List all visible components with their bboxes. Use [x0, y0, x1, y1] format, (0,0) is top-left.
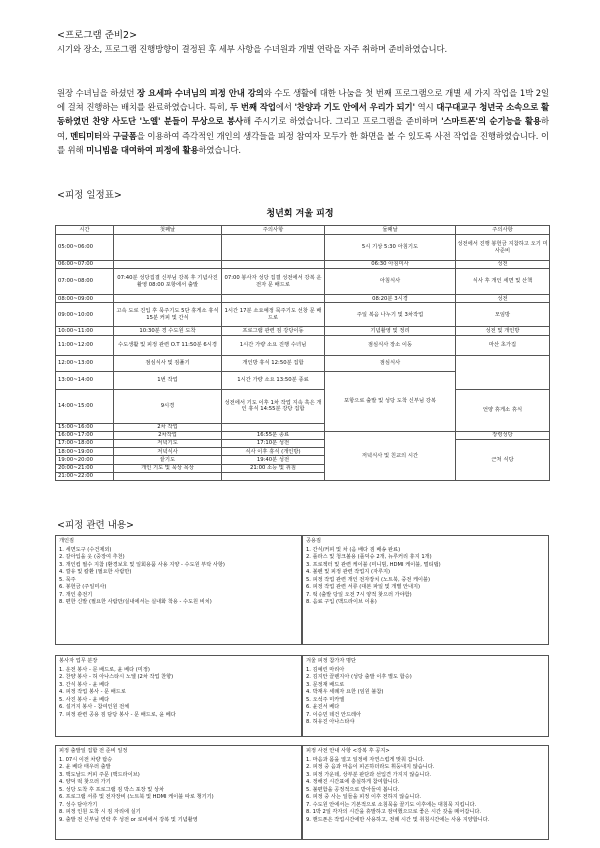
paragraph-text: 에서 [275, 102, 295, 113]
list-item: 8. 편한 신발 (필요한 사람만/실내에서는 실내화 착용 - 수도원 비치) [59, 599, 212, 605]
day1-cell: 저녁식사 [114, 448, 222, 456]
notes2-cell: 성전 [456, 295, 550, 303]
personal-items-box [55, 535, 302, 645]
day1-cell: 고속 도로 진입 후 묵주기도 5단 휴게소 휴식 15분 커피 및 간식 [114, 303, 222, 327]
list-item: 5. 오석주 미카엘 [306, 696, 345, 703]
list-item: 6. 피정 중 사는 일들을 피정 이후 전하지 않습니다. [306, 794, 422, 800]
prep-paragraph-2 [57, 86, 549, 157]
list-item: 5. 성당 도착 후 프로그램 짐 박스 포장 및 상차 [59, 786, 164, 793]
day1-cell: 수도생활 및 피정 관련 O.T 11:50분 6시경 [114, 335, 222, 355]
day1-cell [114, 235, 222, 261]
list-item: 3. 개인컵 필수 지참 (환경보호 및 일회용품 사용 지양 - 수도원 부탁 사항) [59, 561, 225, 568]
prep-paragraph-1: 시기와 장소, 프로그램 진행방향이 결정된 후 세부 사항을 수녀원과 개별 연락을 자주 취하며 준비하였습니다. [57, 44, 448, 54]
emphasis-text: 두 번째 작업 [230, 102, 276, 113]
prep-heading: <프로그램 준비2> [57, 30, 138, 41]
notes1-cell [222, 423, 325, 431]
schedule-title: 청년회 겨울 피정 [266, 209, 334, 219]
day1-cell: 개인 기도 및 묵상 목상 [114, 464, 222, 472]
list-item: 2. 김지안 끌렌지아 (성당 출발 이후 별도 합승) [306, 674, 412, 680]
time-cell: 06:00~07:00 [56, 261, 114, 269]
day1-cell [114, 472, 222, 480]
list-item: 6. 피정 작업 관련 서류 (대본 파일 및 개별 안내지) [306, 584, 421, 590]
departure-prep-box [55, 745, 302, 840]
related-heading: <피정 관련 내용> [57, 520, 135, 531]
day2-cell: 기념촬영 및 정리 [325, 327, 456, 335]
list-item: 4. 정해진 시간표에 충실하게 참여합니다. [306, 779, 400, 785]
paragraph-text: 와 [102, 130, 113, 141]
time-cell: 15:00~16:00 [56, 423, 114, 431]
emphasis-text: 구글폼 [112, 130, 137, 141]
shared-items-box [302, 535, 549, 645]
list-item: 3. 문정재 배드로 [306, 681, 345, 688]
notes1-cell: 19:40분 성전 [222, 456, 325, 464]
day1-cell: 점심식사 및 짐풀기 [114, 355, 222, 371]
time-cell: 09:00~10:00 [56, 303, 114, 327]
list-item: 8. 허유진 아나스타샤 [306, 719, 355, 725]
emphasis-text: 대구대교구 청년국 소속으로 활동하였던 찬양 사도단 '노엘' 분들이 무상으로 봉사 [57, 102, 549, 127]
time-cell: 20:00~21:00 [56, 464, 114, 472]
notes1-cell: 1시간 가량 소요 진행 수녀님 [222, 335, 325, 355]
list-item: 6. 프로그램 서류 및 전자장비 (노트북 및 HDMI 케이블 따로 챙기기) [59, 794, 214, 800]
list-item: 7. 피정 관련 공용 짐 담당 봉사 - 문 배드로, 윤 베다 [59, 711, 176, 718]
list-item: 6. 설거지 봉사 - 참여인원 전체 [59, 704, 130, 710]
notes1-cell: 1시간 가량 소요 13:50분 종료 [222, 371, 325, 389]
box-title: 봉사자 업무 분장 [59, 658, 98, 664]
day1-cell: 07:40분 성당집결 신부님 강복 후 기념사진 촬영 08:00 포항에서 출발 [114, 269, 222, 295]
schedule-heading: <피정 일정표> [57, 190, 122, 201]
notes2-cell: 모임방 [456, 303, 550, 327]
list-item: 6. 봉헌금 (주일미사) [59, 584, 107, 590]
participants-box [302, 655, 549, 737]
list-item: 4. 피정 작업 봉사 - 문 배드로 [59, 689, 126, 695]
emphasis-text: 멘티미터 [70, 130, 103, 141]
list-item: 5. 불편함을 공정적으로 받아들여 봅니다. [306, 786, 400, 793]
day1-cell [114, 261, 222, 269]
notes2-cell: 식사 후 개인 세면 및 산책 [456, 269, 550, 295]
notes2-cell: 성전 및 개인방 [456, 327, 550, 335]
day2-cell: 06:30 아침미사 [325, 261, 456, 269]
day1-cell: 2차 작업 [114, 423, 222, 431]
box-title: 겨울 피정 참가자 명단 [306, 658, 357, 664]
list-item: 7. 성수 담아가기 [59, 801, 98, 808]
day2-cell: 08:20분 3시경 [325, 295, 456, 303]
notes1-cell: 성전에서 기도 이후 1차 작업 지속 혹은 개인 휴식 14:55분 강당 집합 [222, 389, 325, 423]
notes2-cell: 성전 [456, 261, 550, 269]
paragraph-text: 하여, [57, 116, 549, 141]
notes1-cell [222, 261, 325, 269]
box-title: 피정 출발일 집합 전 준비 일정 [59, 748, 128, 754]
time-cell: 13:00~14:00 [56, 371, 114, 389]
time-cell: 17:00~18:00 [56, 439, 114, 447]
emphasis-text: '찬양과 기도 안에서 우리가 되기' [294, 102, 415, 113]
list-item: 3. 맥도날드 커피 주문 (맥드라이브) [59, 771, 140, 778]
list-item: 9. 핸드폰은 작업시간에만 사용하고, 전례 시간 및 취침시간에는 사용 지양합니다. [306, 816, 490, 823]
notes1-cell: 1시간 17분 소요예정 묵주기도 선창 문 배드로 [222, 303, 325, 327]
list-item: 7. 수도원 안에서는 기본적으로 소침묵을 꿀기도 이후에는 대침묵 지킵니다. [306, 801, 477, 808]
list-item: 1. 운전 봉사 - 문 배드로, 윤 베다 (미정) [59, 666, 150, 673]
list-item: 5. 사진 봉사 - 윤 베다 [59, 696, 110, 703]
paragraph-text: 원장 수녀님을 하셨던 [57, 88, 138, 98]
time-cell: 10:00~11:00 [56, 327, 114, 335]
list-item: 1. 김예린 마리아 [306, 666, 345, 673]
list-item: 8. 음료 구입 (맥드라이브 이용) [306, 599, 377, 605]
header-day1: 첫째날 [114, 226, 222, 235]
notes1-cell: 21:00 소등 및 취침 [222, 464, 325, 472]
day1-cell: 끝기도 [114, 456, 222, 464]
list-item: 2. 윤 베다 태우러 출발 [59, 764, 111, 770]
list-item: 3. 피정 가운데, 상부분 판단과 선입견 가지지 않습니다. [306, 771, 432, 778]
notes1-cell: 17:10분 성전 [222, 439, 325, 447]
list-item: 1. 세면도구 (수건제외) [59, 546, 112, 553]
list-item: 4. 박재우 세례자 요한 (임원 불참) [306, 689, 384, 695]
list-item: 7. 개인 충전기 [59, 591, 93, 598]
box-title: 피정 사전 안내 사항 <강복 후 공지> [306, 748, 390, 754]
notes1-cell: 개인방 휴식 12:50분 집합 [222, 355, 325, 371]
notes2-cell: 근처 식당 [456, 439, 550, 480]
box-title: 개인짐 [59, 538, 75, 544]
notes2-cell: 마산 초가집 [456, 335, 550, 355]
time-cell: 14:00~15:00 [56, 389, 114, 423]
notes1-cell: 프로그램 관련 짐 강당이동 [222, 327, 325, 335]
volunteer-roles-box [55, 655, 302, 737]
time-cell: 07:00~08:00 [56, 269, 114, 295]
day1-cell: 2차작업 [114, 431, 222, 439]
day1-cell: 1번 작업 [114, 371, 222, 389]
day1-cell: 10:30분 경 수도원 도착 [114, 327, 222, 335]
time-cell: 11:00~12:00 [56, 335, 114, 355]
list-item: 3. 프로젝터 및 관련 케이블 (미니빔, HDMI 케이블, 멀티탭) [306, 561, 441, 568]
list-item: 3. 간식 봉사 - 윤 베다 [59, 681, 110, 688]
list-item: 8. 1박 2일 각자의 시간을 휴발하고 잠여했으므로 좋은 시간 갖을 떼어갑니다. [306, 809, 482, 815]
day2-cell: 아침식사 [325, 269, 456, 295]
emphasis-text: '스마트폰'의 순기능을 활용 [441, 116, 541, 127]
list-item: 4. 볼펜 및 피정 관련 작업지 (자루지) [306, 569, 391, 575]
emphasis-text: 장 요세파 수녀님의 피정 안내 강의 [137, 88, 264, 98]
time-cell: 16:00~17:00 [56, 431, 114, 439]
notes1-cell: 식사 이후 휴식 (개인방) [222, 448, 325, 456]
retreat-notice-box [302, 745, 549, 840]
notes2-cell: 장령성당 [456, 431, 550, 439]
time-cell: 08:00~09:00 [56, 295, 114, 303]
list-item: 2. 피정 중 음과 마음이 피곤하더라도 휘둥내지 않습니다. [306, 764, 435, 770]
day1-cell [114, 295, 222, 303]
list-item: 9. 출발 전 신부님 연락 후 성전 or 로비에서 강복 및 기념촬영 [59, 816, 198, 823]
paragraph-text: 을 이용하여 즉각적인 개인의 생각들을 피정 참여자 모두가 한 화면을 볼 수 있도록 사전 작업을 진행하였습니다. 이를 위해 [57, 130, 549, 155]
time-cell: 12:00~13:00 [56, 355, 114, 371]
list-item: 8. 피정 인원 도착 시 짐 자리에 실기 [59, 809, 141, 815]
schedule-table [55, 225, 550, 481]
emphasis-text: 미니빔을 대여하여 피정에 활용 [86, 144, 199, 155]
list-item: 4. 깔유 및 칼환 (필요한 사람만) [59, 569, 132, 575]
day2-cell: 점심식사 장소 이동 [325, 335, 456, 355]
day1-cell: 저녁기도 [114, 439, 222, 447]
list-item: 1. 마음과 몸을 열고 일정에 자연스럽게 맞춰 갑니다. [306, 756, 425, 763]
day2-cell: 주일 복음 나누기 및 3차작업 [325, 303, 456, 327]
time-cell: 19:00~20:00 [56, 456, 114, 464]
notes2-cell [456, 355, 550, 389]
header-time: 시간 [56, 226, 114, 235]
notes1-cell [222, 295, 325, 303]
day2-cell: 저녁식사 및 친교의 시간 [325, 431, 456, 480]
paragraph-text: 와 수도 생활에 대한 나눔을 첫 번째 프로그램으로 개별 세 가지 작업을 1박 2일에 걸쳐 진행하는 배치를 완료하였습니다. 특히, [57, 88, 549, 113]
list-item: 2. 플라스 및 청크볼용 (플딕슈 2개, 뉴루커리 휴지 1개) [306, 554, 432, 560]
list-item: 5. 묵주 [59, 576, 76, 583]
header-notes2: 주의사항 [456, 226, 550, 235]
paragraph-text: 하였습니다. [198, 144, 241, 155]
time-cell: 18:00~19:00 [56, 448, 114, 456]
day1-cell: 9시경 [114, 389, 222, 423]
notes2-cell: 성전에서 진행 봉헌금 지참하고 오기 미사준비 [456, 235, 550, 261]
day2-cell: 포항으로 출발 및 성당 도착 신부님 강복 [325, 371, 456, 431]
list-item: 6. 윤진서 베다 [306, 704, 340, 710]
time-cell: 21:00~22:00 [56, 472, 114, 480]
list-item: 2. 갈아입을 옷 (중장여 추천) [59, 554, 125, 560]
list-item: 1. 간식/커피 및 차 (음 배다 짐 배송 완료) [306, 546, 401, 553]
notes1-cell [222, 472, 325, 480]
list-item: 4. 양덕 떡 찾으러 가기 [59, 779, 111, 785]
paragraph-text: 해 주시기로 하였습니다. 그리고 프로그램을 준비하며 [243, 116, 442, 127]
list-item: 1. 07시 이전 차량 탑승 [59, 756, 113, 763]
day2-cell: 점심식사 [325, 355, 456, 371]
header-day2: 둘째날 [325, 226, 456, 235]
list-item: 5. 피정 작업 관련 개인 전자장치 (노트북, 중전 케이블) [306, 576, 431, 583]
day2-cell: 5시 기상 5:30 아침기도 [325, 235, 456, 261]
list-item: 7. 이승민 데건 안드레아 [306, 711, 361, 718]
list-item: 2. 찬양 봉사 - 허 아나스타시 노엘 (2차 작업 찬향) [59, 674, 174, 680]
notes1-cell: 16:55분 종료 [222, 431, 325, 439]
header-notes1: 주의사항 [222, 226, 325, 235]
notes1-cell [222, 235, 325, 261]
time-cell: 05:00~06:00 [56, 235, 114, 261]
list-item: 7. 떡 (출발 당일 오전 7시 양적 찾으러 가야함) [306, 591, 412, 598]
notes2-cell: 언양 휴게소 휴식 [456, 389, 550, 431]
notes1-cell: 07:00 봉사자 성당 집결 성전에서 강복 운전자 문 배드로 [222, 269, 325, 295]
paragraph-text: 역시 [414, 102, 437, 113]
box-title: 공용짐 [306, 538, 322, 544]
